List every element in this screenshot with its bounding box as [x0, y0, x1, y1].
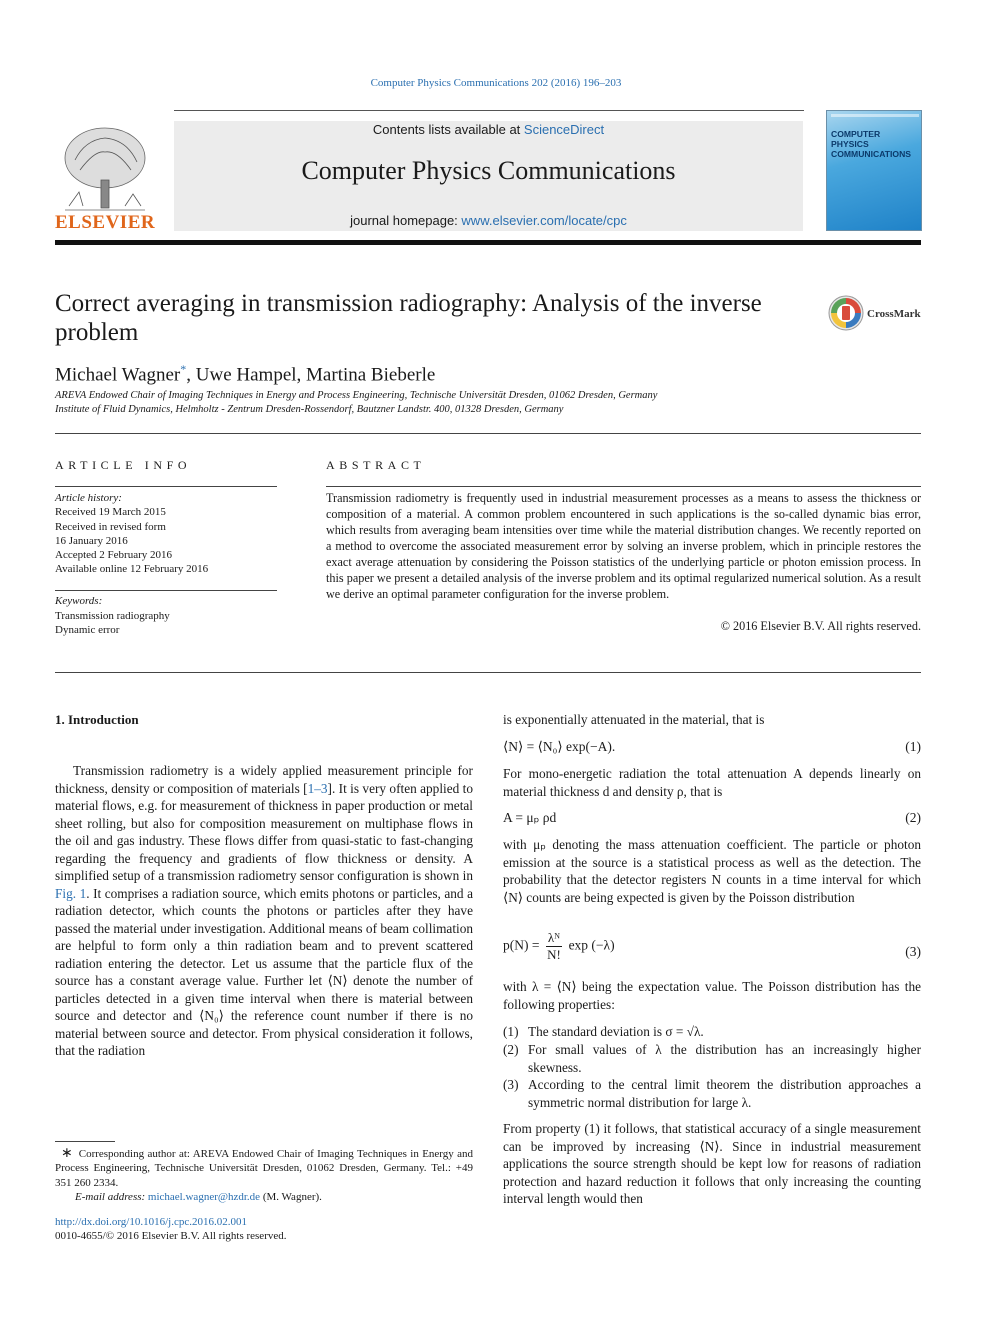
property-text: For small values of λ the distribution has an increasingly higher skewness.	[528, 1042, 921, 1075]
footnote-text: Corresponding author at: AREVA Endowed Chair of Imaging Techniques in Energy and Process Engineering, Technische Universität Dresden, 01062 Dresden, Germany. Tel.: +49 351 260 2334.	[55, 1148, 473, 1189]
footnote-star-icon: ∗	[61, 1146, 73, 1161]
footnote-rule	[55, 1141, 115, 1142]
article-title: Correct averaging in transmission radiography: Analysis of the inverse problem	[55, 290, 762, 346]
history-item: 16 January 2016	[55, 534, 128, 547]
equation-1	[503, 739, 921, 757]
equation-3	[503, 930, 921, 974]
keywords-label: Keywords:	[55, 595, 103, 607]
abstract-heading: ABSTRACT	[326, 458, 426, 472]
keyword: Dynamic error	[55, 624, 120, 636]
section-rule	[55, 672, 921, 673]
issn-copyright: 0010-4655/© 2016 Elsevier B.V. All rights reserved.	[55, 1230, 287, 1242]
equation-body	[503, 930, 615, 963]
article-info-heading: ARTICLE INFO	[55, 458, 192, 472]
intro-paragraph-right-1: is exponentially attenuated in the material, that is	[503, 712, 765, 727]
equation-body: ⟨N⟩ = ⟨N₀⟩ exp(−A).	[503, 739, 616, 754]
author-names-rest[interactable]: , Uwe Hampel, Martina Bieberle	[186, 364, 436, 386]
fraction-denominator: N!	[547, 947, 561, 962]
equation-rhs: exp (−λ)	[568, 937, 615, 953]
contents-line	[174, 122, 803, 137]
sciencedirect-link[interactable]: ScienceDirect	[523, 122, 605, 137]
info-rule	[55, 486, 277, 487]
info-rule	[55, 590, 277, 591]
cover-title: COMPUTER PHYSICS COMMUNICATIONS	[831, 129, 912, 159]
intro-paragraph-right-5: From property (1) it follows, that statistical accuracy of a single measurement can be improved by increasing ⟨N⟩. Since in industrial measurement applications the source strength should be kept low for reasons of radiation protection and hazard reduction it follows that only increasing the counting interval length would then	[503, 1121, 921, 1206]
abstract-rule	[326, 486, 921, 487]
section-heading-introduction: 1. Introduction	[55, 712, 139, 727]
history-label: Article history:	[55, 492, 122, 504]
crossmark-icon[interactable]	[828, 295, 864, 331]
homepage-link[interactable]: www.elsevier.com/locate/cpc	[461, 213, 627, 228]
section-rule	[55, 433, 921, 434]
figure-link[interactable]: Fig. 1	[55, 885, 87, 901]
property-text: According to the central limit theorem the distribution approaches a symmetric normal distribution for large λ.	[528, 1077, 921, 1110]
cover-top-bar	[831, 114, 919, 117]
property-number: (3)	[503, 1077, 519, 1092]
affiliation-1: AREVA Endowed Chair of Imaging Techniques in Energy and Process Engineering, Technische Universität Dresden, 01062 Dresden, Germany	[55, 390, 658, 401]
intro-paragraph-right-2: For mono-energetic radiation the total attenuation A depends linearly on material thickness d and density ρ, that is	[503, 766, 921, 799]
journal-cover-image[interactable]	[826, 110, 922, 231]
property-number: (2)	[503, 1042, 519, 1057]
property-text: The standard deviation is σ = √λ.	[528, 1024, 704, 1039]
article-history	[55, 491, 277, 577]
text-run: ]. It is very often applied to material flows, e.g. for measurement of thickness in paper production or metal sheet rolling, but also for composition measurement on multiphase flows in the oil and gas industry. These flows differ from quasi-static to fast-changing regarding the frequency and gradients of flow thickness or density. A simplified setup of a transmission radiometry sensor configuration is shown in	[55, 780, 473, 883]
abstract-text: Transmission radiometry is frequently used in industrial measurement processes as a means to assess the thickness or composition of a material. A common problem encountered in such applications is the so-called dynamic bias error, which results from averaging beam intensities over time while the material distribution changes. We recently reported on a method to overcome the associated measurement error by solving an inverse problem, which in principle restores the exact average attenuation by considering the Poisson statistics of the underlying particle or photon emission process. In this paper we present a detailed analysis of the inverse problem and its optimal regularized numerical solution. As a result we derive an optimal parameter configuration for the inverse problem.	[326, 491, 921, 601]
history-item: Accepted 2 February 2016	[55, 549, 172, 562]
contents-prefix: Contents lists available at	[372, 122, 524, 137]
equation-2	[503, 810, 921, 828]
journal-title: Computer Physics Communications	[301, 156, 676, 185]
equation-fraction	[546, 930, 562, 963]
keyword: Transmission radiography	[55, 609, 170, 622]
text-run: . It comprises a radiation source, which emits photons or particles, and a radiation detector, which counts the photons or particles after they have passed the material under investigation. Additional means of beam collimation are helpful to form only a thin radiation beam and to prevent scattered radiation entering the detector. Let us assume that the particle flux of the source has a constant average value. Further let ⟨N⟩ denote the number of particles detected in a given time interval when there is material between source and detector and ⟨N₀⟩ the reference count number if there is no material between source and detector. From physical consideration it follows, that the radiation	[55, 885, 474, 1058]
email-line	[75, 1191, 322, 1203]
homepage-line	[174, 213, 803, 228]
reference-link[interactable]: 1–3	[307, 780, 328, 796]
fraction-numerator: λᴺ	[547, 930, 561, 945]
intro-paragraph-right-3: with μₚ denoting the mass attenuation coefficient. The particle or photon emission at the source is a statistical process as well as the detection. The probability that the detector registers N counts in a time interval for which ⟨N⟩ counts are being expected is given by the Poisson distribution	[503, 837, 921, 905]
history-item: Available online 12 February 2016	[55, 563, 209, 576]
equation-number: (1)	[905, 739, 921, 754]
journal-citation[interactable]: Computer Physics Communications 202 (2016) 196–203	[370, 77, 622, 89]
intro-paragraph-left	[55, 762, 473, 1060]
history-item: Received in revised form	[55, 520, 166, 533]
header-bottom-rule	[55, 240, 921, 245]
text-run: Transmission radiometry is a widely applied measurement principle for thickness, density or composition of materials [	[55, 763, 473, 796]
keywords	[55, 594, 277, 638]
doi-link[interactable]: http://dx.doi.org/10.1016/j.cpc.2016.02.001	[55, 1216, 247, 1228]
header-top-rule	[174, 110, 804, 111]
email-suffix: (M. Wagner).	[260, 1191, 322, 1203]
crossmark-label[interactable]: CrossMark	[867, 308, 921, 320]
corresponding-author-mark[interactable]: *	[180, 362, 187, 376]
history-item: Received 19 March 2015	[55, 506, 166, 519]
affiliation-2: Institute of Fluid Dynamics, Helmholtz - Zentrum Dresden-Rossendorf, Bautzner Landstr. 400, 01328 Dresden, Germany	[55, 404, 564, 415]
equation-number: (3)	[905, 944, 921, 959]
elsevier-wordmark: ELSEVIER	[55, 212, 156, 233]
property-number: (1)	[503, 1024, 519, 1039]
equation-number: (2)	[905, 810, 921, 825]
email-label: E-mail address:	[75, 1191, 148, 1203]
equation-lhs: p(N) =	[503, 937, 540, 953]
equation-body: A = μₚ ρd	[503, 810, 557, 825]
author-name[interactable]: Michael Wagner	[55, 364, 181, 386]
abstract-copyright: © 2016 Elsevier B.V. All rights reserved.	[720, 619, 921, 633]
author-list	[55, 362, 435, 386]
intro-paragraph-right-4: with λ = ⟨N⟩ being the expectation value. The Poisson distribution has the following properties:	[503, 979, 921, 1012]
email-link[interactable]: michael.wagner@hzdr.de	[147, 1191, 261, 1203]
corresponding-author-footnote	[55, 1147, 473, 1190]
homepage-prefix: journal homepage:	[350, 213, 462, 228]
